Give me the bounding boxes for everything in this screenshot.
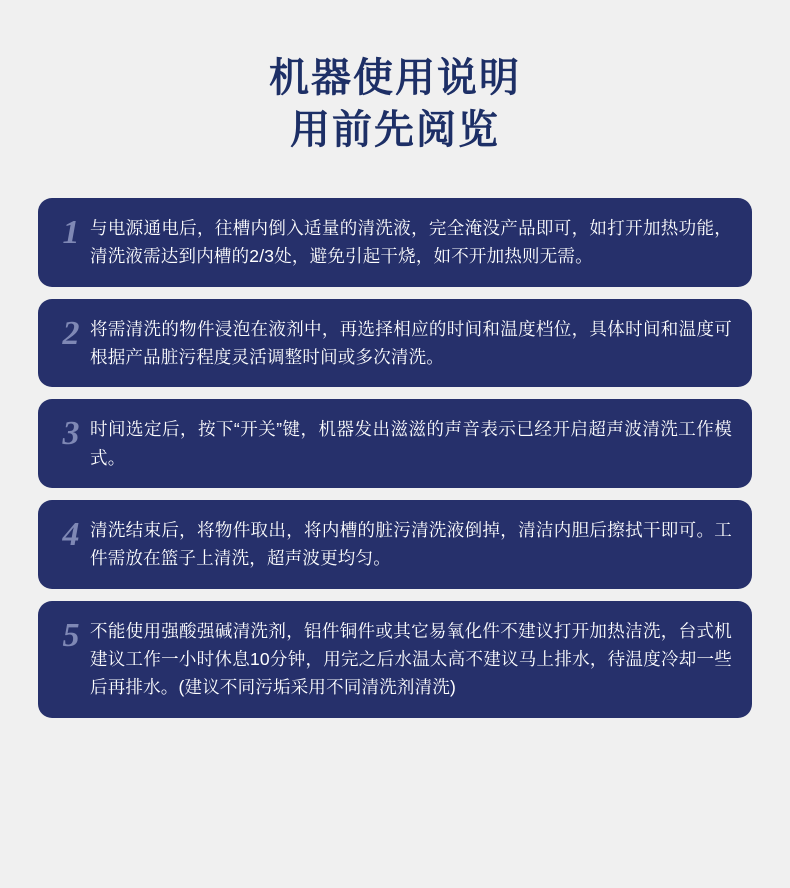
step-number: 1 — [62, 214, 80, 251]
step-number: 3 — [62, 415, 80, 453]
step-item — [38, 601, 752, 718]
page-title-line-1: 机器使用说明 — [269, 56, 521, 100]
step-item — [38, 500, 752, 589]
step-text: 与电源通电后，往槽内倒入适量的清洗液，完全淹没产品即可，如打开加热功能，清洗液需达到内槽的2/3处，避免引起干烧，如不开加热则无需。 — [90, 218, 732, 267]
step-text: 将需清洗的物件浸泡在液剂中，再选择相应的时间和温度档位，具体时间和温度可根据产品脏污程度灵活调整时间或多次清洗。 — [90, 318, 732, 368]
step-text: 不能使用强酸强碱清洗剂，铝件铜件或其它易氧化件不建议打开加热洁洗，台式机建议工作一小时休息10分钟，用完之后水温太高不建议马上排水，待温度冷却一些后再排水。(建议不同污垢采用不同清洗剂清洗) — [90, 620, 732, 698]
step-number: 2 — [62, 314, 80, 352]
page-header — [0, 0, 790, 156]
step-text: 时间选定后，按下“开关”键，机器发出滋滋的声音表示已经开启超声波清洗工作模式。 — [90, 419, 732, 468]
steps-list — [0, 198, 790, 718]
step-item — [38, 399, 752, 488]
step-number: 4 — [62, 516, 80, 554]
step-text: 清洗结束后，将物件取出，将内槽的脏污清洗液倒掉，清洁内胆后擦拭干即可。工件需放在篮子上清洗，超声波更均匀。 — [90, 520, 732, 569]
step-item — [38, 198, 752, 287]
step-item — [38, 299, 752, 388]
page-title-line-2: 用前先阅览 — [290, 108, 500, 152]
step-number: 5 — [62, 616, 80, 654]
